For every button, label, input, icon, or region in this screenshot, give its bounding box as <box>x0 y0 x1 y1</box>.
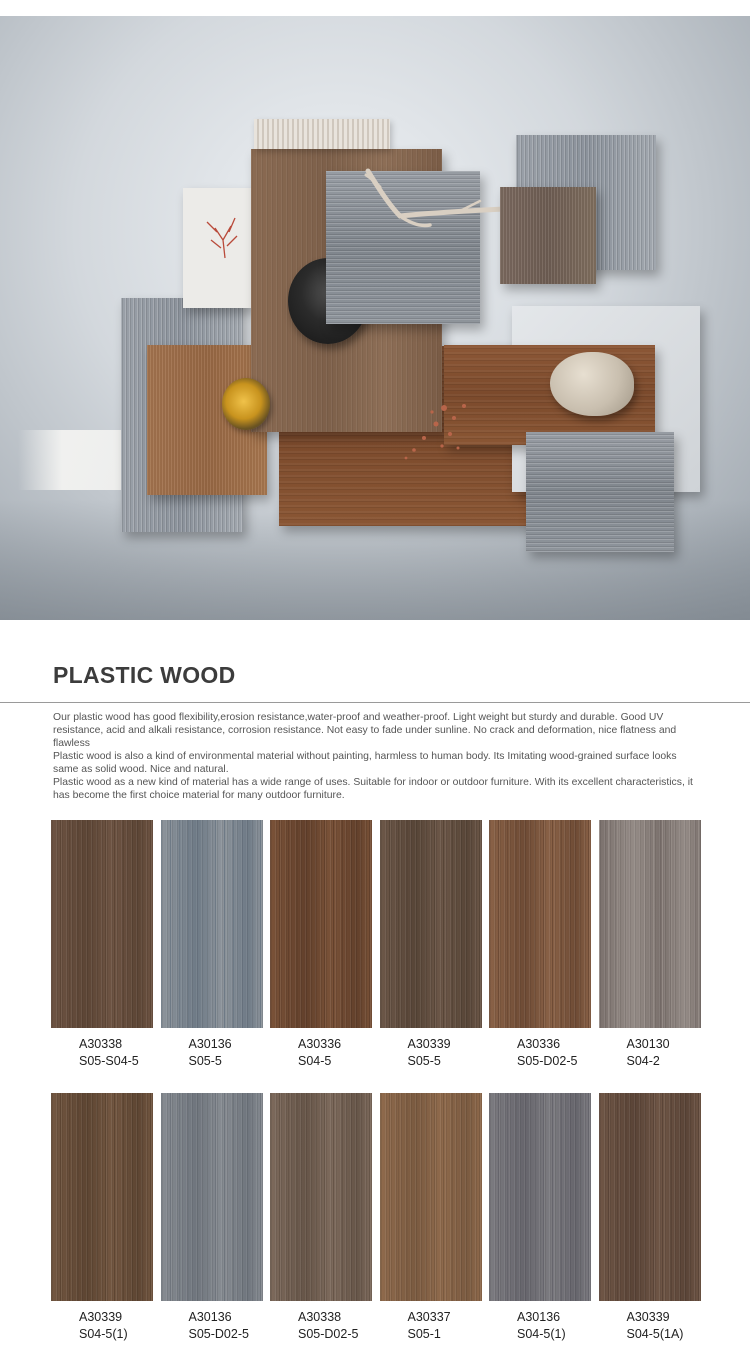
swatch-finish: S05-D02-5 <box>188 1327 249 1341</box>
swatch-card[interactable] <box>270 1093 372 1343</box>
swatch-card[interactable] <box>599 820 701 1070</box>
swatch-code: A30339 <box>626 1310 670 1324</box>
swatch-code: A30338 <box>298 1310 342 1324</box>
rust-flakes <box>384 388 504 468</box>
swatch-finish: S05-5 <box>188 1054 222 1068</box>
swatch-sample <box>489 1093 591 1301</box>
swatch-sample <box>51 1093 153 1301</box>
grey-panel-bottom-right <box>526 432 674 552</box>
taupe-panel <box>500 187 596 284</box>
swatch-code: A30136 <box>188 1310 232 1324</box>
description <box>53 711 703 802</box>
swatch-card[interactable] <box>161 1093 263 1343</box>
swatch-sample <box>270 1093 372 1301</box>
swatch-code: A30136 <box>517 1310 561 1324</box>
swatch-label <box>51 1036 153 1070</box>
swatch-sample <box>51 820 153 1028</box>
swatch-label <box>270 1309 372 1343</box>
swatch-card[interactable] <box>380 820 482 1070</box>
swatch-card[interactable] <box>599 1093 701 1343</box>
swatch-card[interactable] <box>51 820 153 1070</box>
swatch-code: A30338 <box>79 1037 123 1051</box>
swatch-code: A30136 <box>188 1037 232 1051</box>
swatch-label <box>161 1036 263 1070</box>
swatch-sample <box>161 820 263 1028</box>
swatch-finish: S04-5 <box>298 1054 332 1068</box>
paint-stroke <box>18 430 128 490</box>
swatch-sample <box>380 1093 482 1301</box>
hero-material-collage <box>0 16 750 620</box>
swatch-label <box>599 1036 701 1070</box>
swatch-sample <box>380 820 482 1028</box>
swatch-sample <box>489 820 591 1028</box>
swatch-card[interactable] <box>489 820 591 1070</box>
swatch-code: A30339 <box>79 1310 123 1324</box>
swatch-label <box>161 1309 263 1343</box>
swatch-sample <box>270 820 372 1028</box>
swatch-code: A30336 <box>298 1037 342 1051</box>
swatch-card[interactable] <box>51 1093 153 1343</box>
swatch-card[interactable] <box>380 1093 482 1343</box>
swatch-label <box>599 1309 701 1343</box>
section-title: PLASTIC WOOD <box>53 662 236 688</box>
swatch-label <box>51 1309 153 1343</box>
description-paragraph: Plastic wood is also a kind of environmental material without painting, harmless to human body. Its Imitating wood-grained surface looks same as solid wood. Nice and natural. <box>53 751 677 775</box>
swatch-label <box>489 1036 591 1070</box>
swatch-label <box>380 1036 482 1070</box>
swatch-sample <box>599 820 701 1028</box>
swatch-finish: S04-2 <box>626 1054 660 1068</box>
swatch-finish: S05-1 <box>407 1327 441 1341</box>
swatch-code: A30337 <box>407 1310 451 1324</box>
swatch-finish: S04-5(1A) <box>626 1327 684 1341</box>
swatch-finish: S05-S04-5 <box>79 1054 139 1068</box>
stone <box>550 352 634 416</box>
white-card <box>183 188 251 308</box>
swatch-finish: S05-D02-5 <box>298 1327 359 1341</box>
swatch-code: A30336 <box>517 1037 561 1051</box>
swatch-finish: S04-5(1) <box>79 1327 128 1341</box>
swatch-card[interactable] <box>161 820 263 1070</box>
swatch-label <box>270 1036 372 1070</box>
swatch-code: A30130 <box>626 1037 670 1051</box>
swatch-sample <box>599 1093 701 1301</box>
swatch-label <box>489 1309 591 1343</box>
swatch-card[interactable] <box>489 1093 591 1343</box>
woven-strip <box>254 119 390 149</box>
swatch-card[interactable] <box>270 820 372 1070</box>
title-divider <box>0 702 750 703</box>
coral-icon <box>183 188 251 308</box>
description-paragraph: Plastic wood as a new kind of material has a wide range of uses. Suitable for indoor or outdoor furniture. With its excellent characteristics, it has become the first choice material for many outdoor furniture. <box>53 777 693 801</box>
swatch-finish: S05-5 <box>407 1054 441 1068</box>
swatch-finish: S05-D02-5 <box>517 1054 578 1068</box>
swatch-finish: S04-5(1) <box>517 1327 566 1341</box>
gold-bowl <box>222 378 270 430</box>
description-paragraph: Our plastic wood has good flexibility,erosion resistance,water-proof and weather-proof. Light weight but sturdy and durable. Good UV resistance, acid and alkali resistance, corrosion resistance. Not easy to fade under sunline. No crack and deformation, nice flatness and flawless <box>53 712 677 749</box>
swatch-sample <box>161 1093 263 1301</box>
swatch-label <box>380 1309 482 1343</box>
swatch-code: A30339 <box>407 1037 451 1051</box>
